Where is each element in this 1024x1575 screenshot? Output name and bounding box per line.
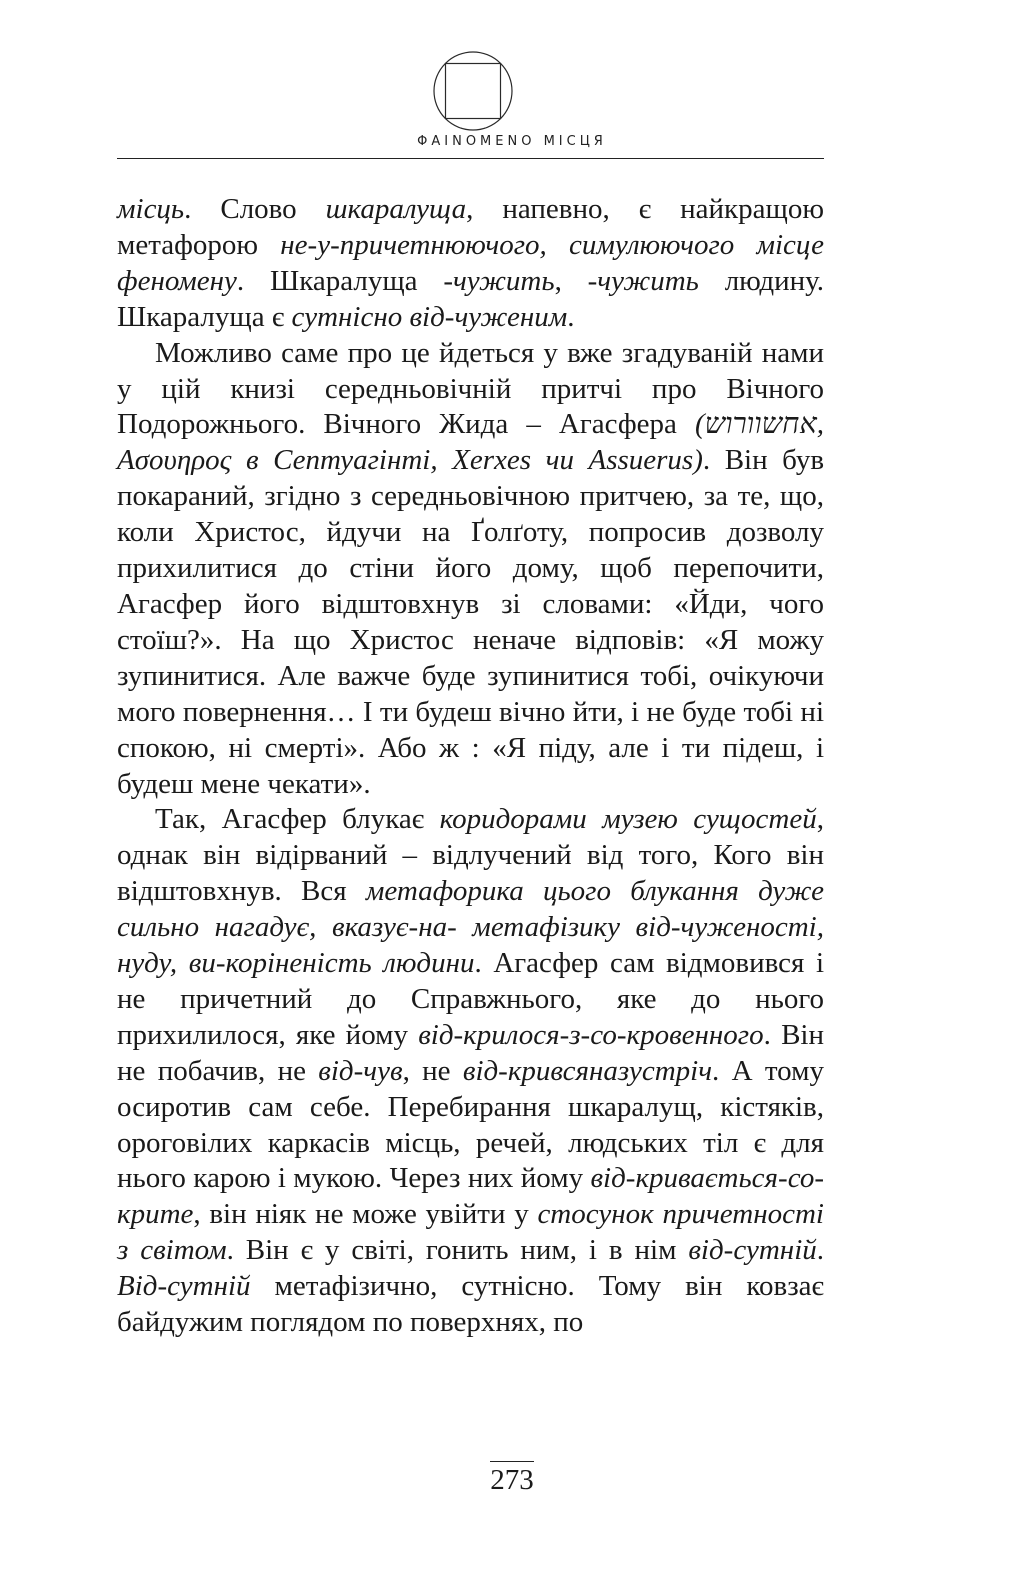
page-number: [0, 1466, 1024, 1495]
p1-emphasis-2: шкаралуща: [325, 193, 467, 225]
p3-emphasis-1: коридорами музею сущостей: [439, 803, 817, 836]
p3-text-7: , він ніяк не може увійти у: [193, 1198, 538, 1231]
p1-emphasis-5: -чужить: [587, 264, 699, 297]
p1-emphasis-6: сутнісно від-чуженим: [291, 300, 568, 333]
p1-text-4: ,: [554, 264, 588, 297]
p3-text-6: . А тому осиротив сам себе. Перебирання шкаралущ, кістяків, ороговілих каркасів місць, речей, людських тіл є для нього карою і мукою. Через них йому: [117, 1054, 824, 1195]
p1-text-5: людину. Шкаралуща є: [117, 264, 824, 333]
body-text: [117, 192, 824, 1341]
p1-text-2: , напевно, є найкращою метафорою: [117, 193, 824, 261]
paragraph-3: [117, 802, 824, 1341]
header-rule: [117, 158, 824, 159]
p1-text-6: .: [567, 300, 575, 333]
p3-emphasis-8: від-сутній: [688, 1234, 817, 1267]
p3-emphasis-6: від-кривається-со-крите: [117, 1162, 824, 1231]
p3-text-9: .: [816, 1234, 824, 1267]
p3-text-2: , однак він відірваний – відлучений від того, Кого він відштовхнув. Вся: [117, 803, 824, 908]
p3-emphasis-7: стосунок причетності з світом: [117, 1198, 824, 1267]
p2-emphasis-1: (אחשוורוש, Ασουηρος в Септуагінті, Xerxes чи Assuerus): [117, 408, 824, 477]
p3-text-1: Так, Агасфер блукає: [155, 803, 440, 836]
p1-emphasis-1: місць: [117, 193, 185, 225]
p2-text-2: . Він був покараний, згідно з середньовічною притчею, за те, що, коли Христос, йдучи на Ґолґоту, попросив дозволу прихилитися до стіни його дому, щоб перепочити, Агасфер його відштовхнув зі словами: «Йди, чого стоїш?». На що Христос неначе відповів: «Я можу зупинитися. Але важче буде зупинитися тобі, очікуючи мого повернення… І ти будеш вічно йти, і не буде тобі ні спокою, ні смерті». Або ж : «Я піду, але і ти підеш, і будеш мене чекати».: [117, 444, 825, 800]
p3-emphasis-3: від-крилося-з-со-кровенного: [418, 1018, 764, 1051]
p1-emphasis-4: -чужить: [443, 264, 555, 297]
p3-emphasis-2: метафорика цього блукання дуже сильно нагадує, вказує-на- метафізику від-чуженості, нуду, ви-коріненість людини: [117, 875, 824, 980]
paragraph-1: [117, 192, 824, 336]
p3-emphasis-5: від-кривсяназустріч: [462, 1054, 713, 1087]
p3-emphasis-4: від-чув: [318, 1054, 403, 1087]
p3-text-10: метафізично, сутнісно. Тому він ковзає байдужим поглядом по поверхнях, по: [117, 1270, 824, 1339]
running-header-title: ΦAINOMENO МІСЦЯ: [417, 134, 607, 149]
p3-emphasis-9: Від-сутній: [117, 1270, 251, 1303]
p1-emphasis-3: не-у-причетнюючого, симулюючого місце феномену: [117, 228, 824, 297]
p1-text-3: . Шкаралуща: [236, 264, 444, 297]
p3-text-5: , не: [402, 1054, 463, 1087]
circle-square-emblem-icon: [432, 50, 514, 132]
p3-text-3: . Агасфер сам відмовився і не причетний до Справжнього, яке до нього прихилилося, яке йому: [117, 947, 825, 1051]
page-number-value: 273: [490, 1461, 534, 1496]
p3-text-4: . Він не побачив, не: [117, 1018, 824, 1087]
p2-text-1: Можливо саме про це йдеться у вже згадуваній нами у цій книзі середньовічній притчі про Вічного Подорожнього. Вічного Жида – Агасфера: [117, 336, 824, 441]
p1-text-1: . Слово: [184, 193, 326, 225]
paragraph-2: [117, 336, 824, 803]
p3-text-8: . Він є у світі, гонить ним, і в нім: [226, 1234, 689, 1267]
